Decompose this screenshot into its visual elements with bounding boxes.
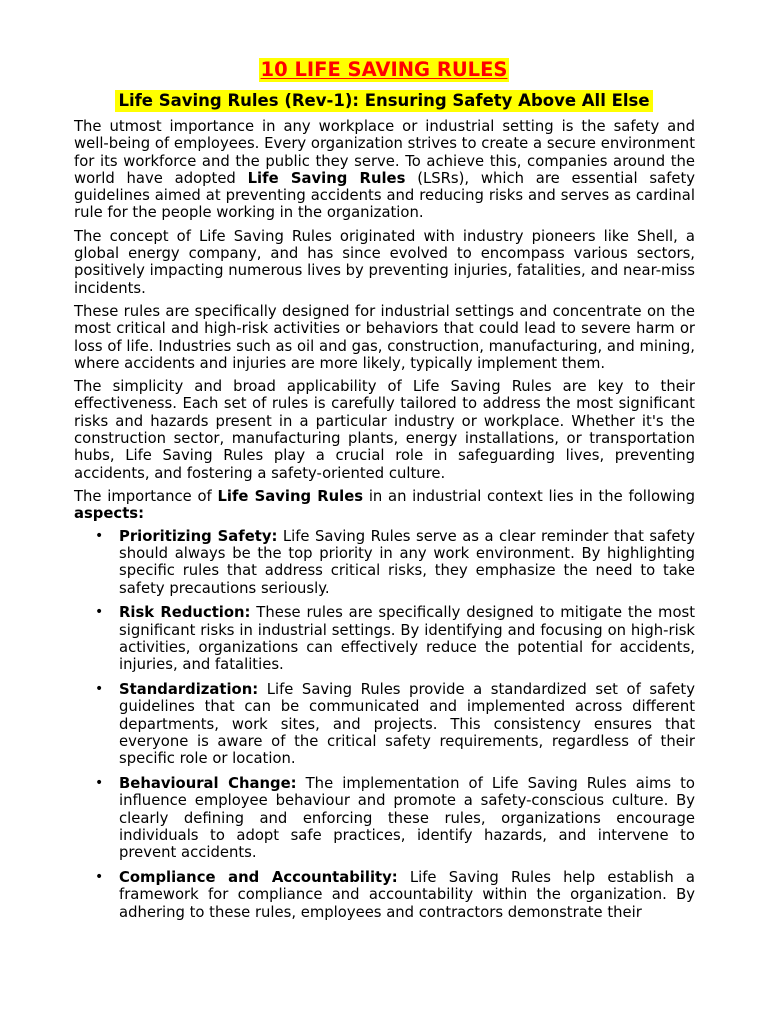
aspect-term: Risk Reduction: xyxy=(119,604,251,622)
aspect-term: Prioritizing Safety: xyxy=(119,527,278,545)
bullet-icon: • xyxy=(95,774,104,791)
aspect-text: Life Saving Rules help establish a framework for compliance and accountability within the organization. By adhering to these rules, employees and contractors demonstrate their xyxy=(119,868,695,921)
bold-term: Life Saving Rules xyxy=(217,487,364,505)
aspect-text: Life Saving Rules provide a standardized set of safety guidelines that can be communicated and implemented across different departments, work sites, and projects. This consistency ensures that everyone is aware of the critical safety requirements, regardless of their specific role or location. xyxy=(119,680,695,768)
list-item xyxy=(74,775,695,862)
list-item xyxy=(74,604,695,674)
paragraph-origin: The concept of Life Saving Rules originated with industry pioneers like Shell, a global energy company, and has since evolved to encompass various sectors, positively impacting numerous lives by preventing injuries, fatalities, and near-miss incidents. xyxy=(74,227,695,297)
paragraph-applicability: The simplicity and broad applicability of Life Saving Rules are key to their effectiveness. Each set of rules is carefully tailored to address the most significant risks and hazards present in a particular industry or workplace. Whether it's the construction sector, manufacturing plants, energy installations, or transportation hubs, Life Saving Rules play a crucial role in safeguarding lives, preventing accidents, and fostering a safety-oriented culture. xyxy=(74,378,695,482)
document-body xyxy=(74,118,695,928)
aspect-term: Compliance and Accountability: xyxy=(119,868,398,886)
list-item xyxy=(74,869,695,921)
paragraph-text: (LSRs), which are essential safety guidelines aimed at preventing accidents and reducing risks and serves as cardinal rule for the people working in the organization. xyxy=(74,169,695,222)
aspect-term: Behavioural Change: xyxy=(119,774,297,792)
paragraph-text: The utmost importance in any workplace or industrial setting is the safety and well-being of employees. Every organization strives to create a secure environment for its workforce and the public they serve. To achieve this, companies around the world have adopted xyxy=(74,118,695,187)
paragraph-text: in an industrial context lies in the following xyxy=(363,487,696,505)
paragraph-text: The importance of xyxy=(74,487,218,505)
aspect-text: The implementation of Life Saving Rules aims to influence employee behaviour and promote a safety-conscious culture. By clearly defining and enforcing these rules, organizations encourage individuals to adopt safe practices, identify hazards, and intervene to prevent accidents. xyxy=(119,774,695,862)
bold-term: aspects: xyxy=(74,505,144,523)
subtitle-block xyxy=(0,90,768,112)
bold-term: Life Saving Rules xyxy=(247,169,406,187)
bullet-icon: • xyxy=(95,868,104,885)
bullet-icon: • xyxy=(95,604,104,621)
aspect-term: Standardization: xyxy=(119,680,259,698)
bullet-icon: • xyxy=(95,680,104,697)
aspects-list xyxy=(74,528,695,922)
list-item xyxy=(74,528,695,598)
document-title: 10 LIFE SAVING RULES xyxy=(260,58,508,81)
list-item xyxy=(74,681,695,768)
aspect-text: Life Saving Rules serve as a clear reminder that safety should always be the top priority in any work environment. By highlighting specific rules that address critical risks, they emphasize the need to take safety precautions seriously. xyxy=(119,527,695,597)
bullet-icon: • xyxy=(95,527,104,544)
paragraph-importance xyxy=(74,488,695,523)
paragraph-intro xyxy=(74,118,695,222)
document-subtitle: Life Saving Rules (Rev-1): Ensuring Safety Above All Else xyxy=(115,90,652,112)
title-block xyxy=(0,58,768,82)
paragraph-design: These rules are specifically designed for industrial settings and concentrate on the most critical and high-risk activities or behaviors that could lead to severe harm or loss of life. Industries such as oil and gas, construction, manufacturing, and mining, where accidents and injuries are more likely, typically implement them. xyxy=(74,302,695,372)
aspect-text: These rules are specifically designed to mitigate the most significant risks in industrial settings. By identifying and focusing on high-risk activities, organizations can effectively reduce the potential for accidents, injuries, and fatalities. xyxy=(119,604,696,674)
